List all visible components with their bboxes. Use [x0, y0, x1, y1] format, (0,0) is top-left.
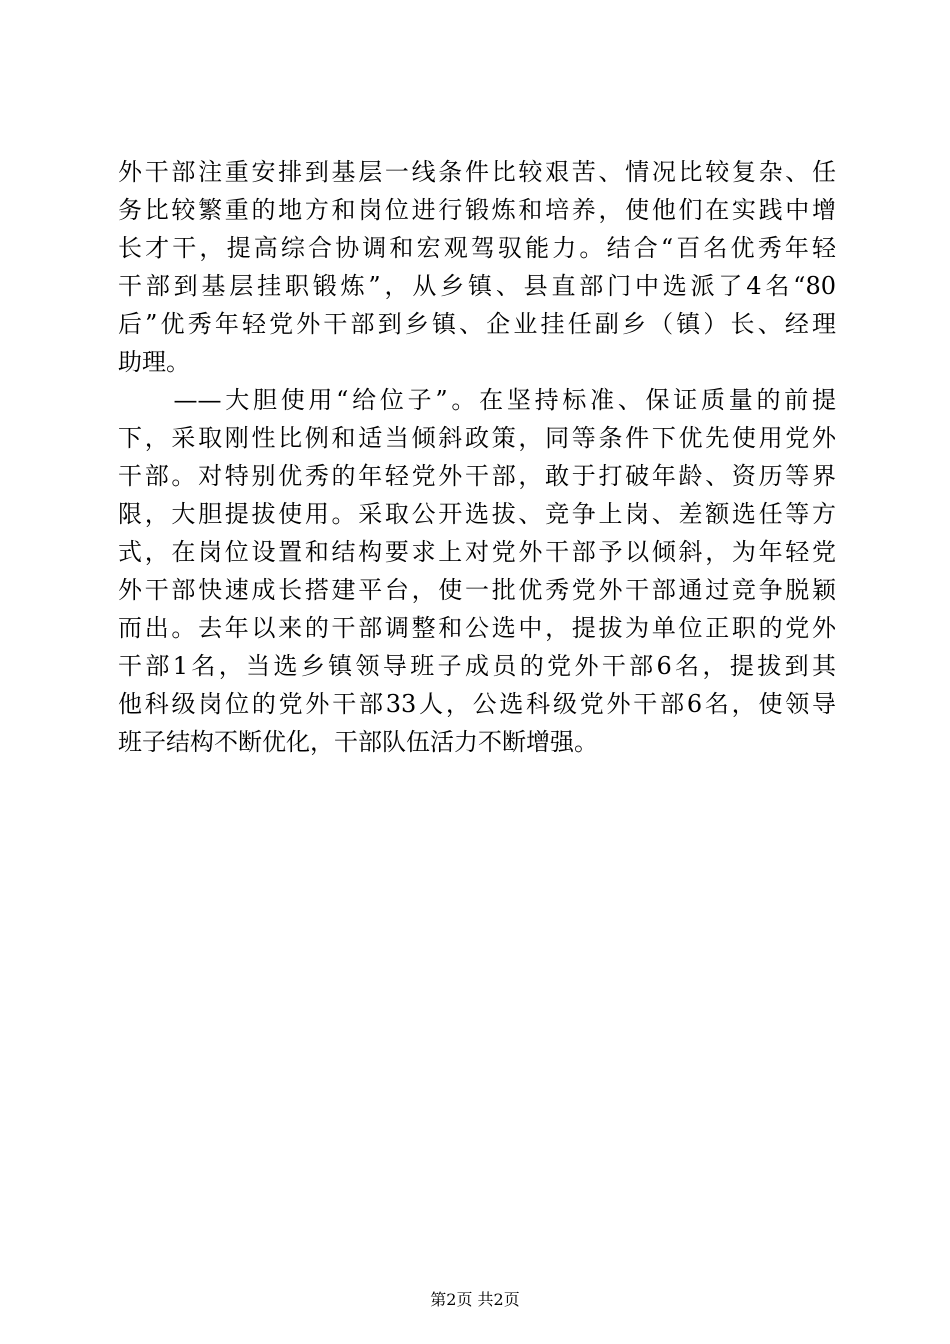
text-line: 务比较繁重的地方和岗位进行锻炼和培养，使他们在实践中增 [118, 196, 836, 224]
text-line: 长才干，提高综合协调和宏观驾驭能力。结合“百名优秀年轻 [118, 234, 836, 262]
text-line: 外干部注重安排到基层一线条件比较艰苦、情况比较复杂、任 [118, 158, 836, 186]
text-line: ——大胆使用“给位子”。在坚持标准、保证质量的前提 [118, 386, 836, 414]
text-line: 他科级岗位的党外干部33人，公选科级党外干部6名，使领导 [118, 690, 836, 718]
text-line: 班子结构不断优化，干部队伍活力不断增强。 [118, 728, 598, 756]
paragraph-2 [118, 381, 836, 761]
text-line: 外干部快速成长搭建平台，使一批优秀党外干部通过竞争脱颖 [118, 576, 836, 604]
text-line: 式，在岗位设置和结构要求上对党外干部予以倾斜，为年轻党 [118, 538, 836, 566]
text-line: 限，大胆提拔使用。采取公开选拔、竞争上岗、差额选任等方 [118, 500, 836, 528]
text-line: 而出。去年以来的干部调整和公选中，提拔为单位正职的党外 [118, 614, 836, 642]
document-body [118, 153, 836, 761]
page-number-footer: 第2页 共2页 [430, 1290, 520, 1309]
text-line: 干部到基层挂职锻炼”，从乡镇、县直部门中选派了4名“80 [118, 272, 836, 300]
text-line: 干部1名，当选乡镇领导班子成员的党外干部6名，提拔到其 [118, 652, 836, 680]
text-line: 下，采取刚性比例和适当倾斜政策，同等条件下优先使用党外 [118, 424, 836, 452]
text-line: 干部。对特别优秀的年轻党外干部，敢于打破年龄、资历等界 [118, 462, 836, 490]
text-line: 后”优秀年轻党外干部到乡镇、企业挂任副乡（镇）长、经理 [118, 310, 836, 338]
paragraph-1 [118, 153, 836, 381]
text-line: 助理。 [118, 348, 190, 376]
